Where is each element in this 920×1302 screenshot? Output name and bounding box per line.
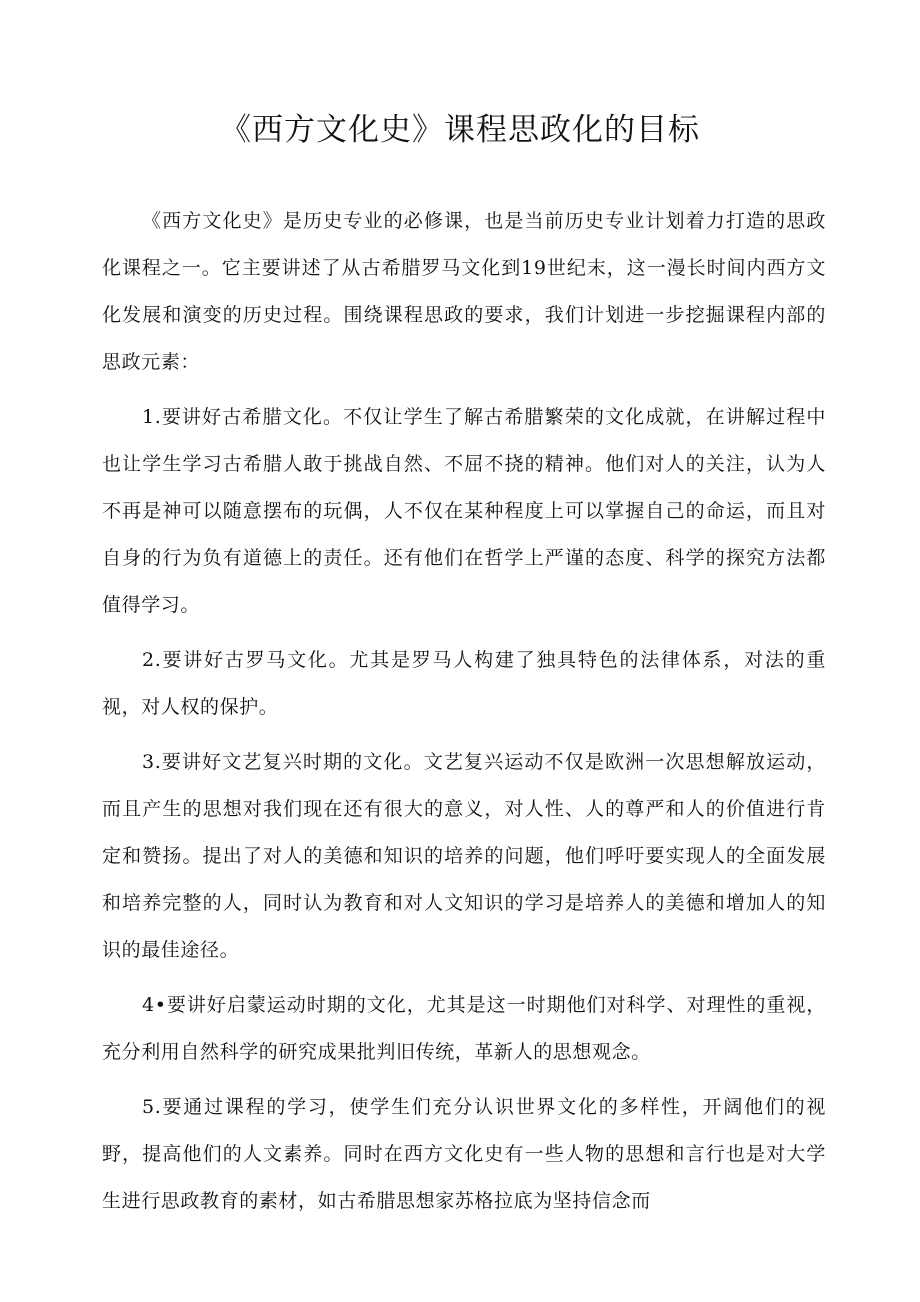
paragraph-item-5: 5.要通过课程的学习，使学生们充分认识世界文化的多样性，开阔他们的视野，提高他们的人文素养。同时在西方文化史有一些人物的思想和言行也是对大学生进行思政教育的素材，如古希腊思想家苏格拉底为坚持信念而 <box>102 1096 826 1212</box>
document-body <box>102 198 826 1233</box>
paragraph-item-1: 1.要讲好古希腊文化。不仅让学生了解古希腊繁荣的文化成就，在讲解过程中也让学生学习古希腊人敢于挑战自然、不屈不挠的精神。他们对人的关注，认为人不再是神可以随意摆布的玩偶，人不仅在某种程度上可以掌握自己的命运，而且对自身的行为负有道德上的责任。还有他们在哲学上严谨的态度、科学的探究方法都值得学习。 <box>102 406 826 616</box>
paragraph-intro: 《西方文化史》是历史专业的必修课，也是当前历史专业计划着力打造的思政化课程之一。它主要讲述了从古希腊罗马文化到19世纪末，这一漫长时间内西方文化发展和演变的历史过程。围绕课程思政的要求，我们计划进一步挖掘课程内部的思政元素： <box>102 210 826 373</box>
paragraph-item-2: 2.要讲好古罗马文化。尤其是罗马人构建了独具特色的法律体系，对法的重视，对人权的保护。 <box>102 649 826 718</box>
paragraph-item-3: 3.要讲好文艺复兴时期的文化。文艺复兴运动不仅是欧洲一次思想解放运动，而且产生的思想对我们现在还有很大的意义，对人性、人的尊严和人的价值进行肯定和赞扬。提出了对人的美德和知识的培养的问题，他们呼吁要实现人的全面发展和培养完整的人，同时认为教育和对人文知识的学习是培养人的美德和增加人的知识的最佳途径。 <box>102 751 826 961</box>
paragraph-item-4: 4•要讲好启蒙运动时期的文化，尤其是这一时期他们对科学、对理性的重视，充分利用自然科学的研究成果批判旧传统，革新人的思想观念。 <box>102 994 826 1063</box>
document-title: 《西方文化史》课程思政化的目标 <box>220 112 700 148</box>
